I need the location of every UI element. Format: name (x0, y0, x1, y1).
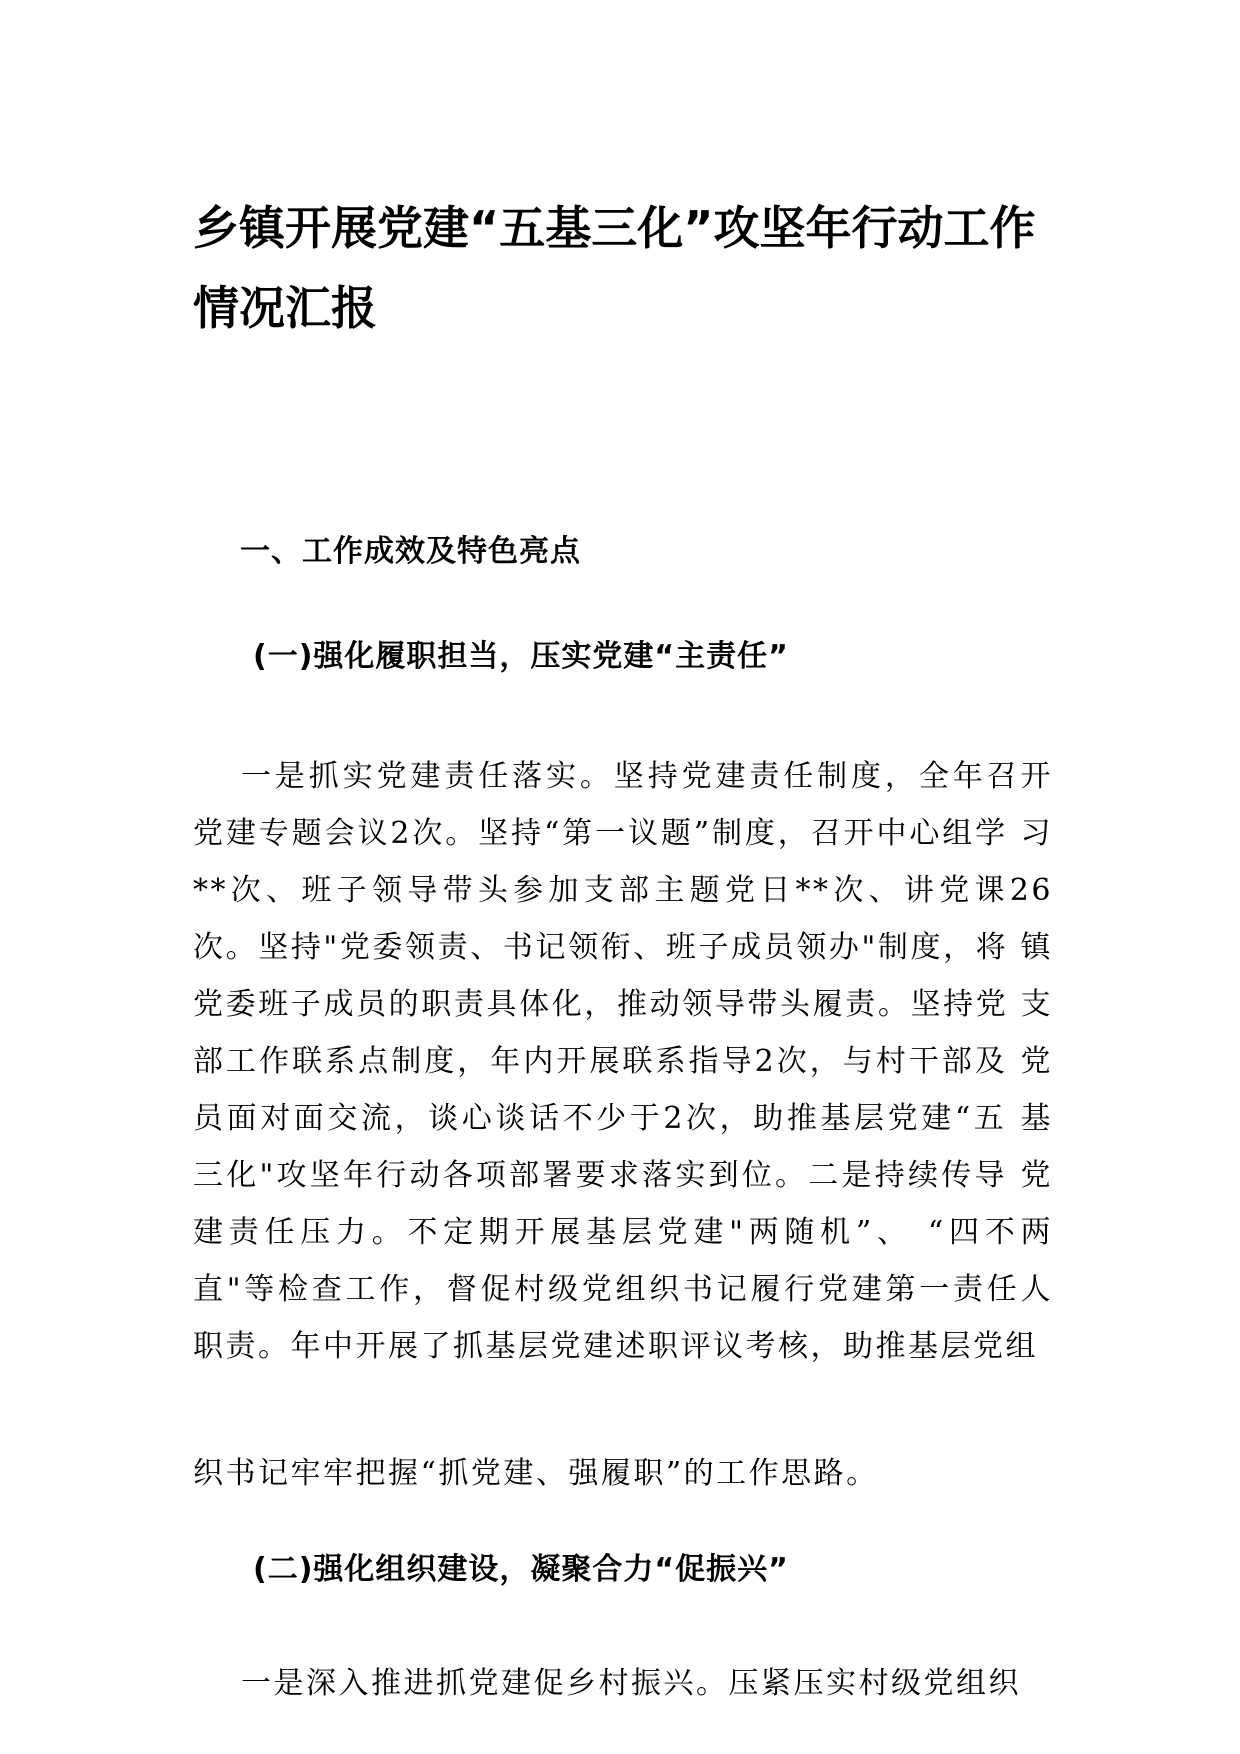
section-heading-1: 一、工作成效及特色亮点 (240, 534, 581, 569)
subsection-heading-2: (二)强化组织建设，凝聚合力“促振兴” (253, 1552, 789, 1587)
body-paragraph-2: 一是深入推进抓党建促乡村振兴。压紧压实村级党组织 (241, 1666, 1021, 1701)
body-paragraph-1: 一是抓实党建责任落实。坚持党建责任制度，全年召开党建专题会议2次。坚持“第一议题”制度，召开中心组学 习**次、班子领导带头参加支部主题党日**次、讲党课26 次。坚持"党委领责、书记领衔、班子成员领办"制度，将 镇党委班子成员的职责具体化，推动领导带头履责。坚持党 支部工作联系点制度，年内开展联系指导2次，与村干部及 党员面对面交流，谈心谈话不少于2次，助推基层党建“五 基三化"攻坚年行动各项部署要求落实到位。二是持续传导 党建责任压力。不定期开展基层党建"两随机”、 “四不两 直"等检查工作，督促村级党组织书记履行党建第一责任人 职责。年中开展了抓基层党建述职评议考核，助推基层党组 (193, 759, 1053, 1364)
subsection-heading-1: (一)强化履职担当，压实党建“主责任” (253, 639, 789, 674)
body-paragraph-1-continued: 织书记牢牢把握“抓党建、强履职”的工作思路。 (193, 1456, 879, 1491)
document-title: 乡镇开展党建“五基三化”攻坚年行动工作情况汇报 (193, 201, 1036, 335)
